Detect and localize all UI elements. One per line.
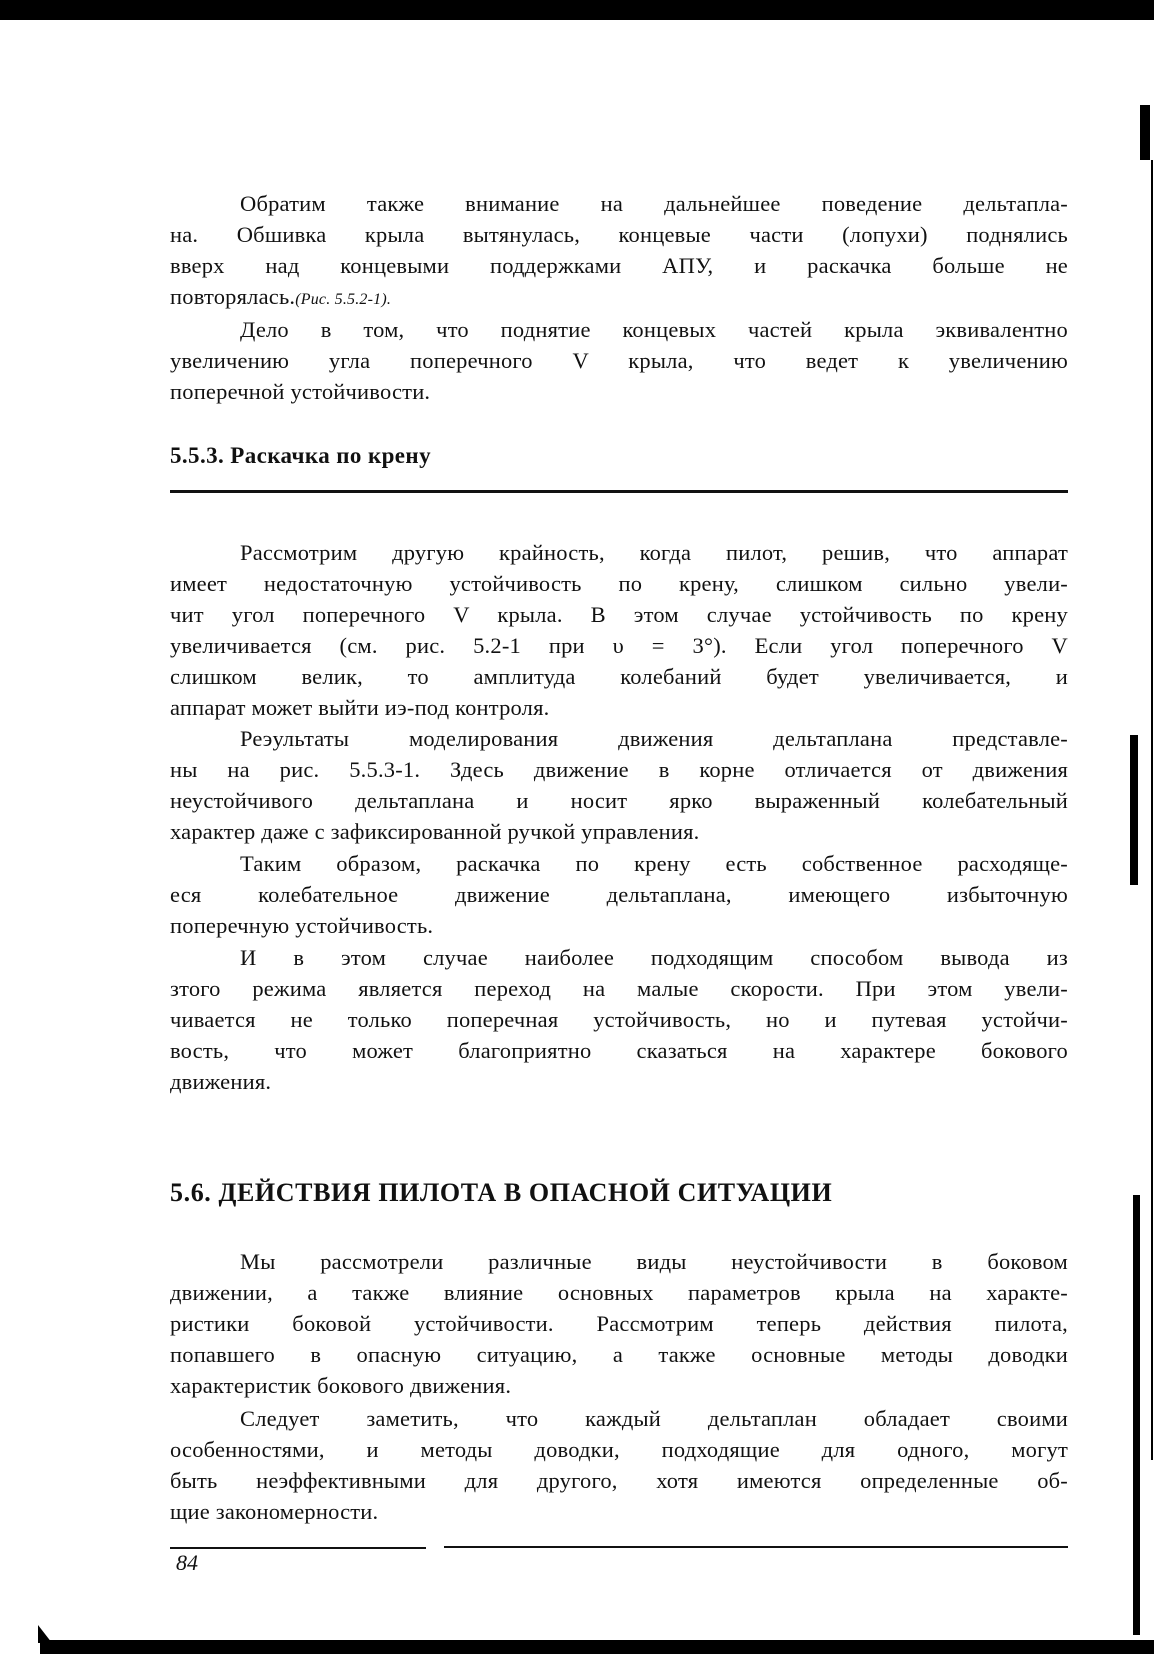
text-line: зтого режима является переход на малые скорости. При этом увели- xyxy=(170,976,1068,1001)
text-line: слишком велик, то амплитуда колебаний будет увеличивается, и xyxy=(170,664,1068,689)
scan-edge-mark xyxy=(1133,1195,1140,1635)
text-line: быть неэффективными для другого, хотя имеются определенные об- xyxy=(170,1468,1068,1493)
text-line: Мы рассмотрели различные виды неустойчивости в боковом xyxy=(240,1249,1068,1274)
text-line: чивается не только поперечная устойчивость, но и путевая устойчи- xyxy=(170,1007,1068,1032)
text-line: на. Обшивка крыла вытянулась, концевые части (лопухи) поднялись xyxy=(170,222,1068,247)
text-line: движения. xyxy=(170,1069,272,1094)
scan-edge-mark xyxy=(1140,105,1150,160)
text-line: движении, а также влияние основных параметров крыла на характе- xyxy=(170,1280,1068,1305)
text-line: ристики боковой устойчивости. Рассмотрим теперь действия пилота, xyxy=(170,1311,1068,1336)
text-line: имеет недостаточную устойчивость по крену, слишком сильно увели- xyxy=(170,571,1068,596)
text-line: Реэультаты моделирования движения дельтаплана представле- xyxy=(240,726,1068,751)
text-line: Таким образом, раскачка по крену есть собственное расходяще- xyxy=(240,851,1068,876)
text-line: увеличению угла поперечного V крыла, что ведет к увеличению xyxy=(170,348,1068,373)
footer-rule xyxy=(170,1547,426,1549)
text-line: Рассмотрим другую крайность, когда пилот, решив, что аппарат xyxy=(240,540,1068,565)
text-line: щие закономерности. xyxy=(170,1499,379,1524)
footer-rule xyxy=(444,1546,1068,1548)
text-line: ны на рис. 5.5.3-1. Здесь движение в корне отличается от движения xyxy=(170,757,1068,782)
handwritten-note: (Рис. 5.5.2-1). xyxy=(295,291,392,308)
text-line: Следует заметить, что каждый дельтаплан обладает своими xyxy=(240,1406,1068,1431)
section-rule xyxy=(170,490,1068,493)
page-number: 84 xyxy=(176,1550,198,1575)
scan-top-border xyxy=(0,0,1154,20)
scan-edge-line xyxy=(1151,160,1153,1460)
chapter-heading: 5.6. ДЕЙСТВИЯ ПИЛОТА В ОПАСНОЙ СИТУАЦИИ xyxy=(170,1178,833,1207)
scan-edge-mark xyxy=(1130,735,1138,885)
text-line: вость, что может благоприятно сказаться на характере бокового xyxy=(170,1038,1068,1063)
text-line: особенностями, и методы доводки, подходящие для одного, могут xyxy=(170,1437,1068,1462)
text-line: Обратим также внимание на дальнейшее поведение дельтапла- xyxy=(240,191,1068,216)
text-line: характер даже с зафиксированной ручкой управления. xyxy=(170,819,700,844)
text-line: чит угол поперечного V крыла. В этом случае устойчивость по крену xyxy=(170,602,1068,627)
section-heading: 5.5.3. Раскачка по крену xyxy=(170,443,431,468)
text-line: характеристик бокового движения. xyxy=(170,1373,512,1398)
text-line: Дело в том, что поднятие концевых частей крыла эквивалентно xyxy=(240,317,1068,342)
text-line: увеличивается (см. рис. 5.2-1 при υ = 3°). Если угол поперечного V xyxy=(170,633,1068,658)
text-line: аппарат может выйти иэ-под контроля. xyxy=(170,695,550,720)
text-line: вверх над концевыми поддержками АПУ, и раскачка больше не xyxy=(170,253,1068,278)
text-line xyxy=(170,281,1068,315)
text-line: неустойчивого дельтаплана и носит ярко выраженный колебательный xyxy=(170,788,1068,813)
text-fragment: повторялась. xyxy=(170,284,296,309)
text-line: поперечной устойчивости. xyxy=(170,379,431,404)
text-line: И в этом случае наиболее подходящим способом вывода из xyxy=(240,945,1068,970)
text-line: поперечную устойчивость. xyxy=(170,913,434,938)
text-line: еся колебательное движение дельтаплана, имеющего избыточную xyxy=(170,882,1068,907)
text-line: попавшего в опасную ситуацию, а также основные методы доводки xyxy=(170,1342,1068,1367)
scan-bottom-border xyxy=(40,1640,1154,1654)
